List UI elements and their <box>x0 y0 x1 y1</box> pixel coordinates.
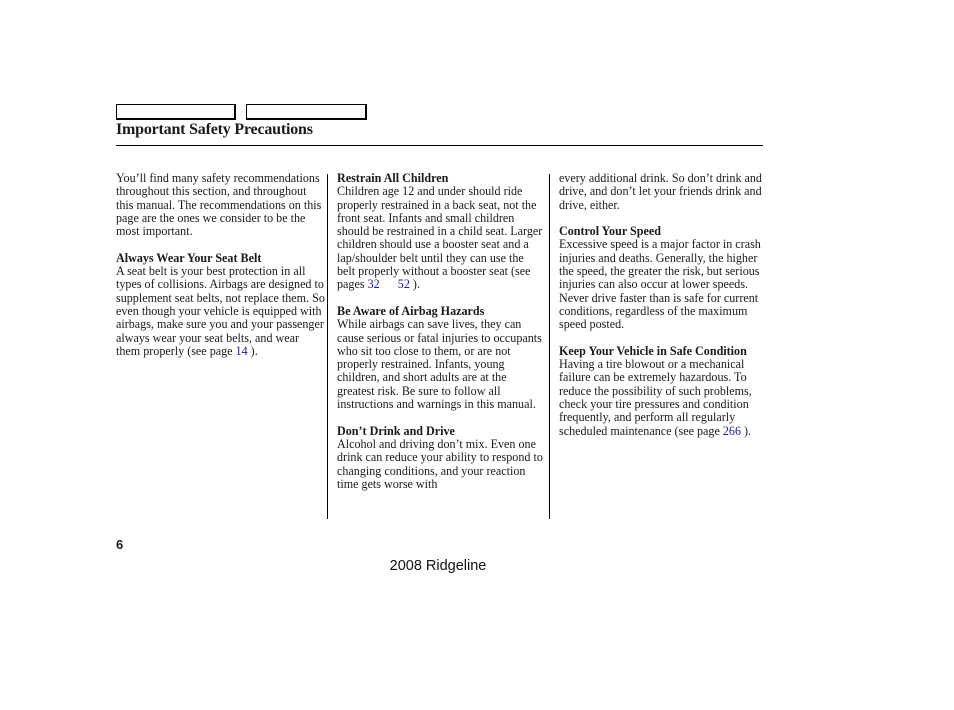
seatbelt-text-end: ). <box>247 343 258 358</box>
vehicle-section <box>559 345 764 438</box>
vehicle-text-end: ). <box>741 423 752 438</box>
airbag-heading: Be Aware of Airbag Hazards <box>337 303 485 318</box>
speed-text: Excessive speed is a major factor in crash injuries and deaths. Generally, the higher the speed, the greater the risk, but serious injuries can also occur at lower speeds. Never drive faster than is safe for current conditions, regardless of the maximum speed posted. <box>559 237 761 332</box>
page-number: 6 <box>116 537 124 552</box>
children-heading: Restrain All Children <box>337 171 449 185</box>
speed-heading: Control Your Speed <box>559 224 661 239</box>
footer-model: 2008 Ridgeline <box>389 558 487 574</box>
children-text-end: ). <box>409 277 420 292</box>
column-2 <box>337 172 544 504</box>
seatbelt-text: A seat belt is your best protection in all types of collisions. Airbags are designed to supplement seat belts, not replace them. So even though your vehicle is equipped with airbags, make sure you and your passenger always wear your seat belts, and wear them properly (see page <box>116 264 325 358</box>
children-section <box>337 172 544 292</box>
children-text: Children age 12 and under should ride properly restrained in a back seat, not the front seat. Infants and small children should be restrained in a child seat. Larger children should use a booster seat and a lap/shoulder belt until they can use the belt properly without a booster seat (see pages <box>337 184 543 292</box>
seatbelt-section <box>116 252 326 358</box>
vehicle-text: Having a tire blowout or a mechanical failure can be extremely hazardous. To reduce the possibility of such problems, check your tire pressures and condition frequently, and perform all regularly scheduled maintenance (see page <box>559 357 752 438</box>
column-3 <box>559 172 764 451</box>
drink-continued: every additional drink. So don’t drink and drive, and don’t let your friends drink and drive, either. <box>559 171 762 212</box>
seatbelt-page-link[interactable]: 14 <box>235 343 248 358</box>
page-title: Important Safety Precautions <box>116 121 313 138</box>
nav-box-table-of-contents[interactable] <box>246 104 367 120</box>
nav-box-main-menu[interactable] <box>116 104 236 120</box>
drink-heading: Don’t Drink and Drive <box>337 423 455 438</box>
column-divider-1 <box>327 174 328 519</box>
speed-section <box>559 225 764 331</box>
children-page-link-1[interactable]: 32 <box>367 277 380 292</box>
children-page-link-2[interactable]: 52 <box>397 277 410 292</box>
intro-paragraph: You’ll find many safety recommendations throughout this section, and throughout this manual. The recommendations on this page are the ones we consider to be the most important. <box>116 171 322 239</box>
vehicle-heading: Keep Your Vehicle in Safe Condition <box>559 343 747 358</box>
column-divider-2 <box>549 174 550 519</box>
vehicle-page-link[interactable]: 266 <box>722 423 741 438</box>
airbag-text: While airbags can save lives, they can cause serious or fatal injuries to occupants who sit too close to them, or are not properly restrained. Infants, young children, and short adults are at the greatest risk. Be sure to follow all instructions and warnings in this manual. <box>337 317 542 412</box>
column-1 <box>116 172 326 371</box>
drink-section <box>337 425 544 491</box>
title-divider <box>116 145 763 146</box>
airbag-section <box>337 305 544 411</box>
drink-text: Alcohol and driving don’t mix. Even one drink can reduce your ability to respond to changing conditions, and your reaction time gets worse with <box>337 436 543 491</box>
seatbelt-heading: Always Wear Your Seat Belt <box>116 250 262 265</box>
